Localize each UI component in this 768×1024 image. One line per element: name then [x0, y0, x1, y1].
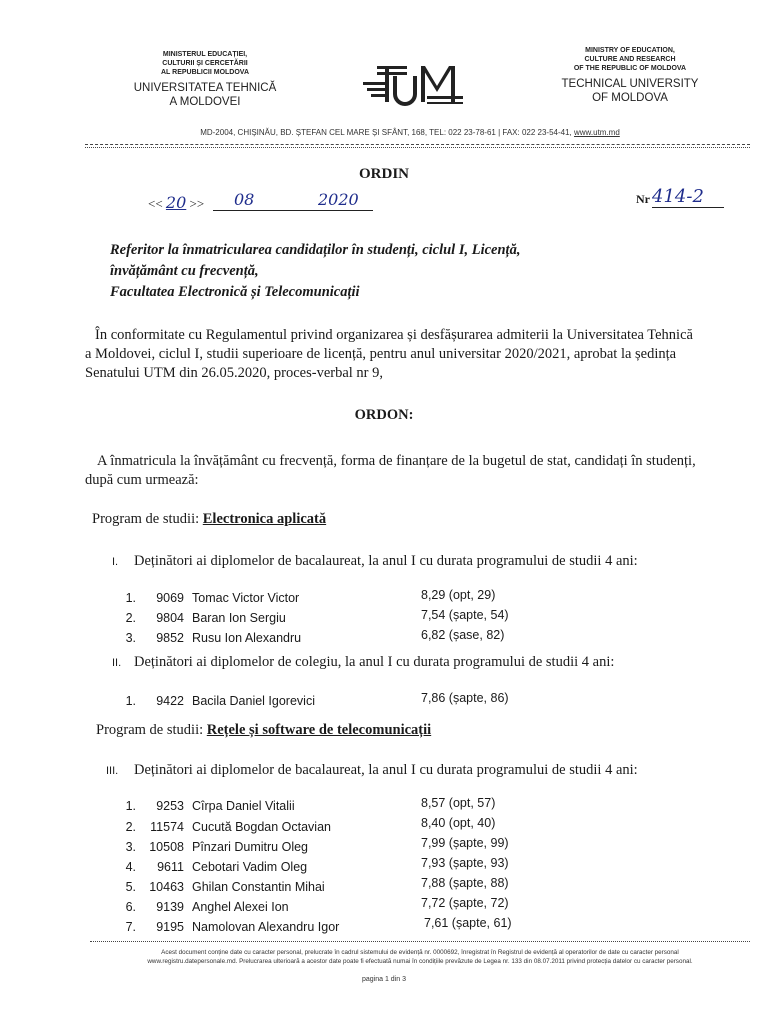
reference-line-2: învățământ cu frecvență, [110, 263, 259, 279]
candidate-name: Pînzari Dumitru Oleg [192, 840, 309, 854]
preamble-line-2: a Moldovei, ciclul I, studii superioare de licență, pentru anul universitar 2020/2021, aprobat la ședința [85, 346, 677, 362]
candidate-id: 9611 [157, 860, 184, 874]
grade-text: 7,72 (șapte, 72) [421, 896, 509, 910]
intro-line-1: A înmatricula la învățământ cu frecvență, forma de finanțare de la bugetul de stat, candidați în studenți, [97, 453, 696, 469]
candidate-id: 10508 [149, 840, 184, 854]
section-number: II. [112, 657, 122, 669]
candidate-id: 9422 [156, 694, 184, 708]
grade-text: 7,61 (șapte, 61) [424, 916, 512, 930]
page-number: pagina 1 din 3 [362, 976, 406, 983]
candidate-name: Bacila Daniel Igorevici [192, 694, 315, 708]
candidate-id: 10463 [149, 880, 184, 894]
candidate-id: 9804 [156, 611, 184, 625]
date-open-quote: << [148, 196, 163, 211]
candidate-grade [421, 608, 509, 626]
ordon-heading: ORDON: [354, 407, 414, 423]
program-label: Program de studii: [92, 511, 203, 527]
grade-text: 7,54 (șapte, 54) [421, 608, 509, 622]
privacy-notice [90, 948, 750, 966]
ministry-ro-line-1: MINISTERUL EDUCAȚIEI, [162, 51, 248, 58]
candidate-id: 9069 [156, 591, 184, 605]
intro-line-2: după cum urmează: [85, 472, 199, 488]
privacy-notice-line-1: Acest document conține date cu caracter personal, prelucrate în cadrul sistemului de evidență nr. 0000692, înregistrat în Registrul de evidență al operatorilor de date cu caracter personal [161, 949, 679, 956]
section-heading-iii [106, 762, 638, 779]
header-right [545, 46, 715, 105]
reference-line-3: Facultatea Electronică și Telecomunicații [110, 284, 360, 300]
program-heading-1 [92, 511, 326, 528]
section-text: Deținători ai diplomelor de bacalaureat, la anul I cu durata programului de studii 4 ani: [134, 762, 638, 778]
preamble-line-3: Senatului UTM din 26.05.2020, proces-verbal nr 9, [85, 365, 384, 381]
date-field [148, 193, 204, 215]
ministry-en-line-2: CULTURE AND RESEARCH [584, 56, 676, 63]
grade-text: 6,82 (șase, 82) [421, 628, 505, 642]
row-index: 7. [125, 920, 136, 934]
candidate-grade [421, 856, 509, 874]
row-index: 6. [125, 900, 136, 914]
date-month: 08 [234, 190, 255, 209]
date-day: 20 [165, 193, 187, 212]
address-line [90, 128, 730, 137]
candidate-name: Cebotari Vadim Oleg [192, 860, 308, 874]
row-index: 1. [125, 591, 136, 605]
date-underline [213, 210, 373, 211]
candidate-grade [424, 916, 512, 934]
utm-logo-icon [363, 62, 463, 106]
row-index: 3. [125, 840, 136, 854]
grade-text: 8,57 (opt, 57) [421, 796, 496, 810]
row-index: 1. [125, 694, 136, 708]
candidate-name: Ghilan Constantin Mihai [192, 880, 325, 894]
row-index: 5. [125, 880, 136, 894]
candidate-name: Anghel Alexei Ion [192, 900, 289, 914]
candidate-id: 9253 [156, 799, 184, 813]
address-text: MD-2004, CHIȘINĂU, BD. ȘTEFAN CEL MARE ȘI SFÂNT, 168, TEL: 022 23-78-61 | FAX: 022 23-54-41, [200, 128, 574, 137]
candidate-id: 9139 [156, 900, 184, 914]
university-en-line-1: TECHNICAL UNIVERSITY [561, 78, 699, 90]
row-index: 4. [125, 860, 136, 874]
section-heading-i [112, 553, 638, 570]
section-number: III. [106, 765, 119, 777]
candidate-grade [421, 628, 504, 646]
footer-divider [90, 941, 750, 942]
university-en-line-2: OF MOLDOVA [592, 92, 668, 104]
grade-text: 7,99 (șapte, 99) [421, 836, 509, 850]
ministry-en-line-3: OF THE REPUBLIC OF MOLDOVA [573, 65, 687, 72]
section-text: Deținători ai diplomelor de colegiu, la anul I cu durata programului de studii 4 ani: [134, 654, 615, 670]
candidate-id: 9195 [156, 920, 184, 934]
ministry-ro-line-2: CULTURII ȘI CERCETĂRII [162, 60, 248, 67]
candidate-grade [421, 896, 509, 914]
reference-block [110, 240, 710, 303]
candidate-name: Cucută Bogdan Octavian [192, 820, 331, 834]
privacy-notice-line-2: www.registru.datepersonale.md. Prelucrarea ulterioară a acestor date poate fi efectuată numai în condițiile prevăzute de Legea nr. 133 din 08.07.2011 privind protecția datelor cu caracter personal. [147, 958, 693, 965]
section-heading-ii [112, 654, 614, 671]
section-text: Deținători ai diplomelor de bacalaureat, la anul I cu durata programului de studii 4 ani: [134, 553, 638, 569]
grade-text: 7,88 (șapte, 88) [421, 876, 509, 890]
candidate-name: Baran Ion Sergiu [192, 611, 286, 625]
reference-line-1: Referitor la înmatricularea candidaților în studenți, ciclul I, Licență, [110, 242, 521, 258]
grade-text: 7,93 (șapte, 93) [421, 856, 509, 870]
grade-text: 8,29 (opt, 29) [421, 588, 496, 602]
candidate-id: 9852 [156, 631, 184, 645]
program-label: Program de studii: [96, 722, 207, 738]
utm-logo [363, 62, 463, 106]
grade-text: 8,40 (opt, 40) [421, 816, 496, 830]
row-index: 2. [125, 611, 136, 625]
candidate-grade [421, 876, 509, 894]
grade-text: 7,86 (șapte, 86) [421, 691, 509, 705]
university-ro-line-2: A MOLDOVEI [169, 96, 241, 108]
university-ro-line-1: UNIVERSITATEA TEHNICĂ [133, 82, 277, 94]
date-year: 2020 [318, 190, 359, 209]
candidate-grade [421, 691, 509, 709]
row-index: 3. [125, 631, 136, 645]
section-number: I. [112, 556, 119, 568]
order-number-value: 414-2 [652, 186, 724, 208]
candidate-name: Cîrpa Daniel Vitalii [192, 799, 295, 813]
candidate-name: Namolovan Alexandru Igor [192, 920, 340, 934]
header-left [110, 50, 300, 109]
website-link[interactable]: www.utm.md [574, 128, 620, 137]
candidate-grade [421, 836, 509, 854]
program-heading-2 [96, 722, 431, 739]
order-number-label: Nr [636, 192, 650, 206]
row-index: 1. [125, 799, 136, 813]
candidate-grade [421, 796, 495, 814]
preamble-line-1: În conformitate cu Regulamentul privind organizarea și desfășurarea admiterii la Universitatea Tehnică [95, 327, 693, 343]
program-name: Electronica aplicată [202, 511, 327, 527]
candidate-name: Tomac Victor Victor [192, 591, 300, 605]
header-divider [85, 144, 750, 145]
candidate-grade [421, 816, 495, 834]
ministry-ro-line-3: AL REPUBLICII MOLDOVA [160, 69, 250, 76]
document-title: ORDIN [358, 166, 409, 182]
candidate-grade [421, 588, 495, 606]
row-index: 2. [125, 820, 136, 834]
header-divider-2 [85, 147, 750, 148]
date-close-quote: >> [189, 196, 205, 211]
program-name: Rețele și software de telecomunicații [206, 722, 432, 738]
candidate-id: 11574 [150, 820, 184, 834]
ministry-en-line-1: MINISTRY OF EDUCATION, [585, 47, 675, 54]
candidate-name: Rusu Ion Alexandru [192, 631, 302, 645]
